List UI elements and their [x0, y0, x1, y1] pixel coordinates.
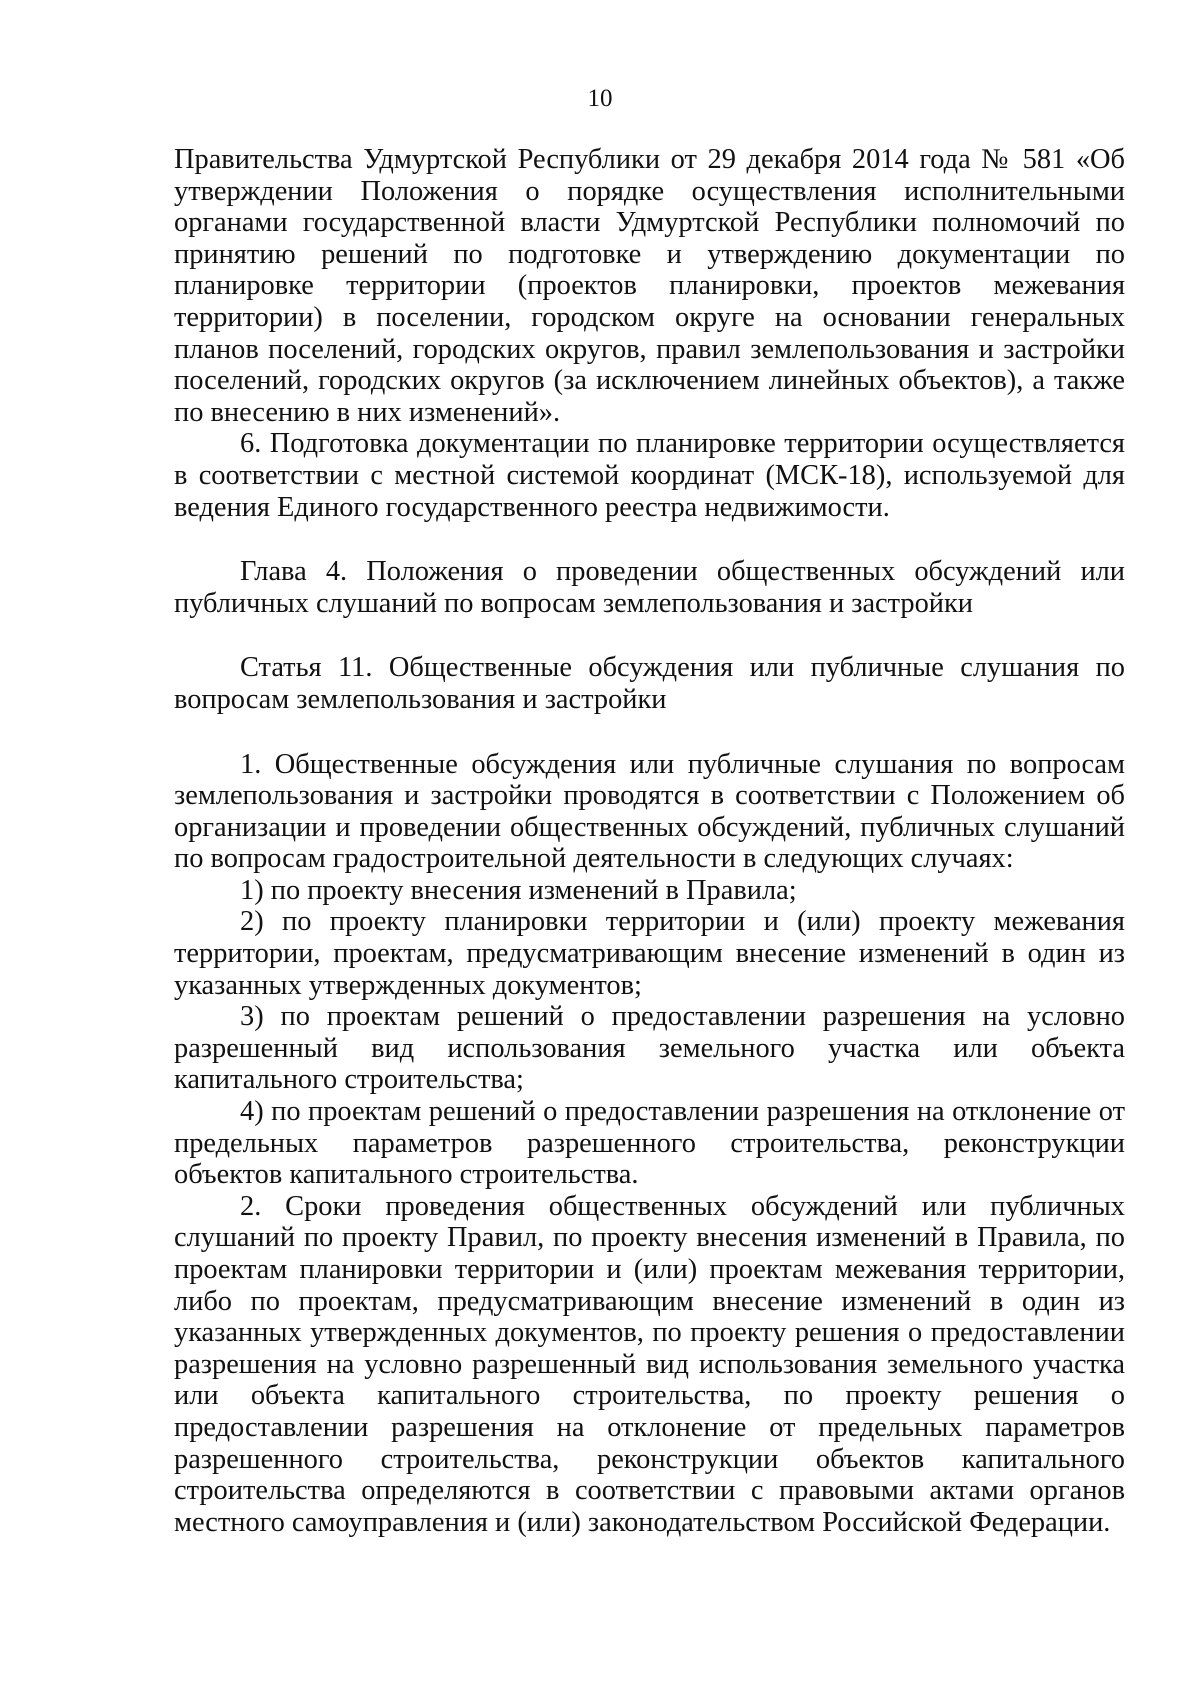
paragraph-item-6: 6. Подготовка документации по планировке территории осуществляется в соответствии с местной системой координат (МСК-18), используемой для ведения Единого государственного реестра недвижимости. — [174, 428, 1125, 523]
document-body — [174, 144, 1125, 1538]
article-subitem-1: 1) по проекту внесения изменений в Правила; — [240, 874, 797, 906]
article-paragraph-1: 1. Общественные обсуждения или публичные слушания по вопросам землепользования и застройки проводятся в соответствии с Положением об организации и проведении общественных обсуждений, публичных слушаний по вопросам градостроительной деятельности в следующих случаях: — [174, 748, 1125, 875]
spacer — [174, 619, 1125, 652]
article-subitem-2: 2) по проекту планировки территории и (или) проекту межевания территории, проектам, предусматривающим внесение изменений в один из указанных утвержденных документов; — [174, 906, 1125, 1001]
spacer — [174, 716, 1125, 749]
article-subitem-4: 4) по проектам решений о предоставлении разрешения на отклонение от предельных параметров разрешенного строительства, реконструкции объектов капитального строительства. — [174, 1096, 1125, 1191]
article-subitem-3: 3) по проектам решений о предоставлении разрешения на условно разрешенный вид использования земельного участка или объекта капитального строительства; — [174, 1001, 1125, 1096]
paragraph-continuation: Правительства Удмуртской Республики от 29 декабря 2014 года № 581 «Об утверждении Положения о порядке осуществления исполнительными органами государственной власти Удмуртской Республики полномочий по принятию решений по подготовке и утверждению документации по планировке территории (проектов планировки, проектов межевания территории) в поселении, городском округе на основании генеральных планов поселений, городских округов, правил землепользования и застройки поселений, городских округов (за исключением линейных объектов), а также по внесению в них изменений». — [174, 144, 1125, 428]
article-heading: Статья 11. Общественные обсуждения или публичные слушания по вопросам землепользования и застройки — [174, 652, 1125, 715]
spacer — [174, 523, 1125, 556]
chapter-heading: Глава 4. Положения о проведении общественных обсуждений или публичных слушаний по вопросам землепользования и застройки — [174, 556, 1125, 619]
page-number: 10 — [587, 85, 613, 112]
article-paragraph-2: 2. Сроки проведения общественных обсуждений или публичных слушаний по проекту Правил, по проекту внесения изменений в Правила, по проектам планировки территории и (или) проектам межевания территории, либо по проектам, предусматривающим внесение изменений в один из указанных утвержденных документов, по проекту решения о предоставлении разрешения на условно разрешенный вид использования земельного участка или объекта капитального строительства, по проекту решения о предоставлении разрешения на отклонение от предельных параметров разрешенного строительства, реконструкции объектов капитального строительства определяются в соответствии с правовыми актами органов местного самоуправления и (или) законодательством Российской Федерации. — [174, 1190, 1125, 1538]
